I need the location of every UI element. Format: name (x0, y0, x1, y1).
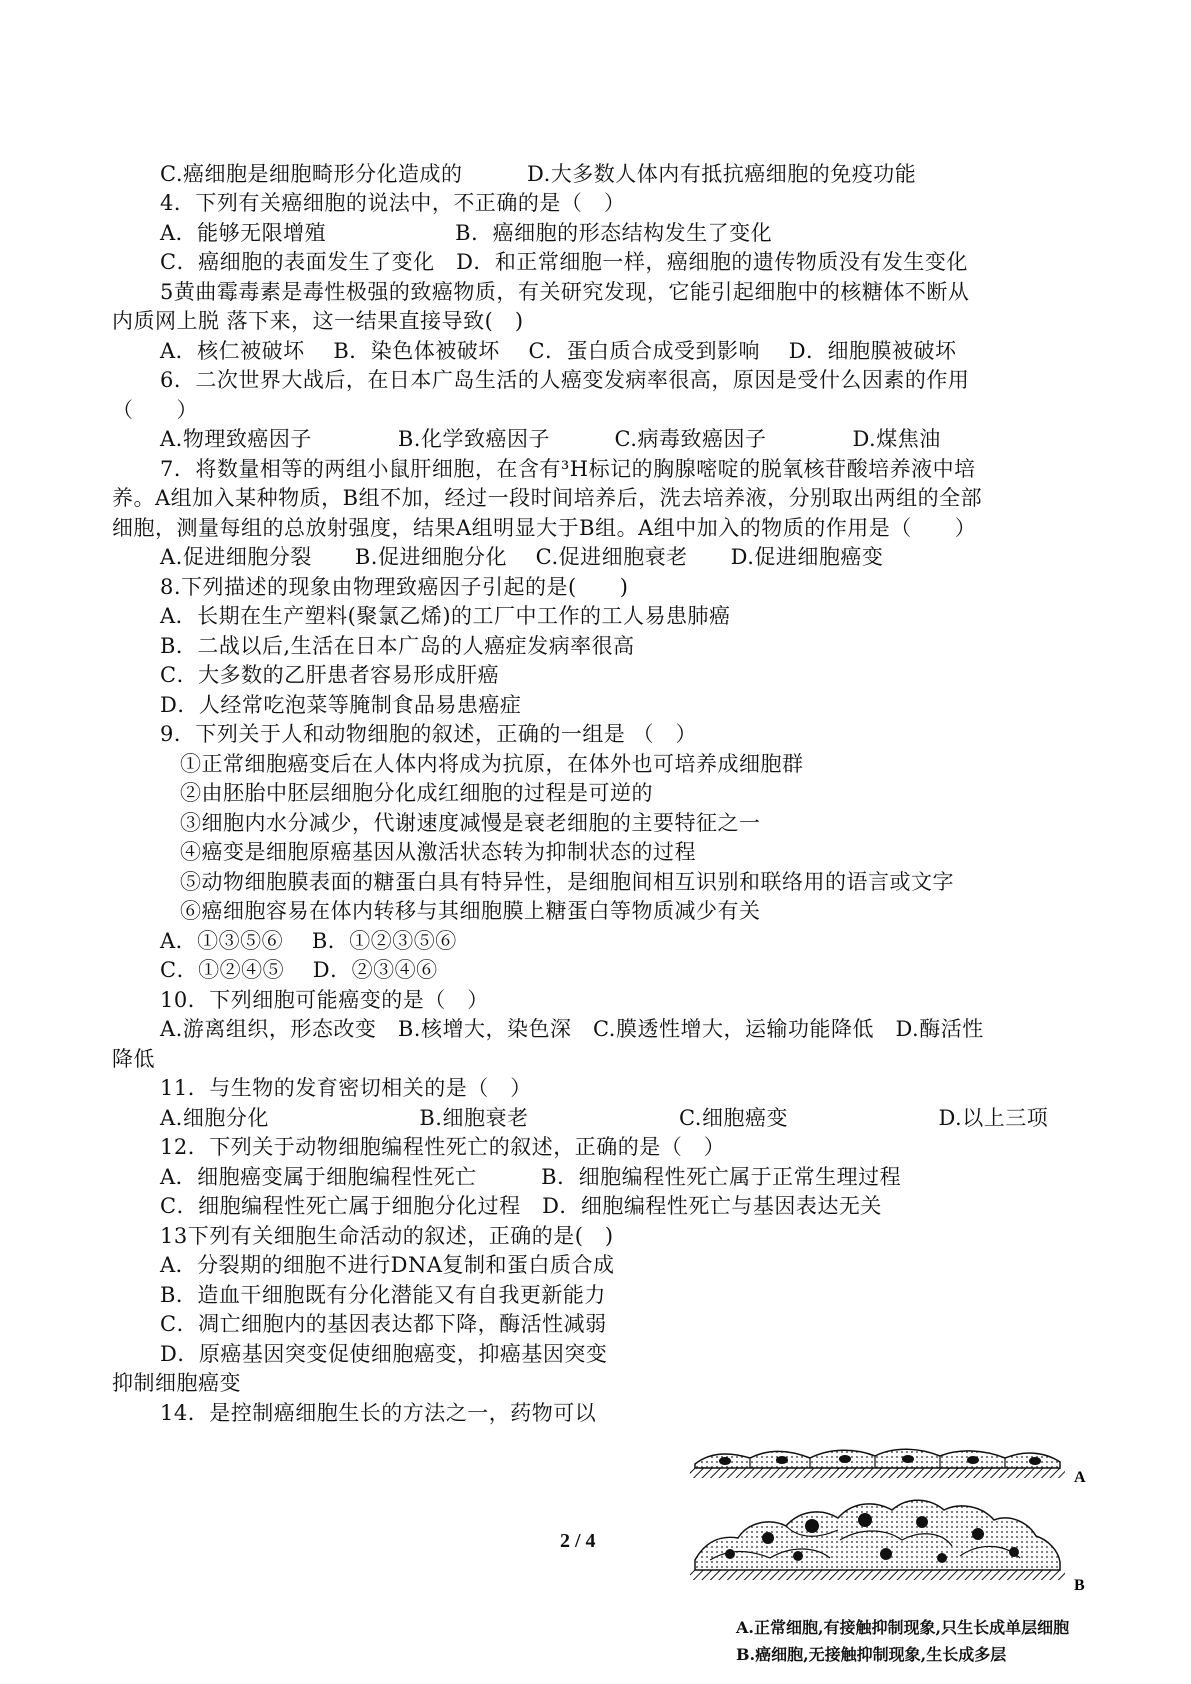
question-4-options-ab: A．能够无限增殖 B．癌细胞的形态结构发生了变化 (160, 221, 773, 245)
question-10-options: A.游离组织，形态改变 B.核增大，染色深 C.膜透性增大，运输功能降低 D.酶活性 (160, 1017, 984, 1041)
figure-label-b: B (1074, 1577, 1085, 1594)
question-7-stem-cont1: 养。A组加入某种物质，B组不加，经过一段时间培养后，洗去培养液，分别取出两组的全部 (112, 486, 983, 510)
question-9-item-1: ①正常细胞癌变后在人体内将成为抗原，在体外也可培养成细胞群 (180, 752, 804, 776)
question-13-option-c: C．凋亡细胞内的基因表达都下降，酶活性减弱 (160, 1312, 607, 1336)
question-13-option-d: D．原癌基因突变促使细胞癌变，抑癌基因突变 (160, 1342, 608, 1366)
figure-caption-b: B.癌细胞,无接触抑制现象,生长成多层 (736, 1645, 1007, 1664)
option-line-3cd: C.癌细胞是细胞畸形分化造成的 D.大多数人体内有抵抗癌细胞的免疫功能 (160, 162, 917, 186)
question-9-item-4: ④癌变是细胞原癌基因从激活状态转为抑制状态的过程 (180, 840, 696, 864)
question-6-bracket: （ ） (112, 398, 198, 422)
question-14-stem: 14．是控制癌细胞生长的方法之一，药物可以 (160, 1401, 597, 1425)
normal-cell-layer (695, 1449, 1060, 1468)
cancer-cell-mass (695, 1500, 1060, 1570)
question-9-item-6: ⑥癌细胞容易在体内转移与其细胞膜上糖蛋白等物质减少有关 (180, 899, 761, 923)
question-10-stem: 10．下列细胞可能癌变的是（ ） (160, 988, 489, 1012)
question-9-options-cd: C．①②④⑤ D．②③④⑥ (160, 958, 438, 982)
question-8-option-b: B．二战以后,生活在日本广岛的人癌症发病率很高 (160, 634, 635, 658)
question-13-option-a: A．分裂期的细胞不进行DNA复制和蛋白质合成 (160, 1253, 615, 1277)
page-number: 2 / 4 (560, 1530, 596, 1552)
question-12-options-ab: A．细胞癌变属于细胞编程性死亡 B．细胞编程性死亡属于正常生理过程 (160, 1165, 902, 1189)
question-5-options: A．核仁被破坏 B．染色体被破坏 C．蛋白质合成受到影响 D．细胞膜被破坏 (160, 339, 957, 363)
question-11-stem: 11．与生物的发育密切相关的是（ ） (160, 1076, 532, 1100)
question-7-stem-cont2: 细胞，测量每组的总放射强度，结果A组明显大于B组。A组中加入的物质的作用是（ ） (112, 516, 977, 540)
question-8-option-d: D．人经常吃泡菜等腌制食品易患癌症 (160, 693, 522, 717)
substrate-b (690, 1570, 1065, 1580)
question-12-options-cd: C．细胞编程性死亡属于细胞分化过程 D．细胞编程性死亡与基因表达无关 (160, 1194, 882, 1218)
question-8-option-a: A．长期在生产塑料(聚氯乙烯)的工厂中工作的工人易患肺癌 (160, 604, 731, 628)
question-11-options: A.细胞分化 B.细胞衰老 C.细胞癌变 D.以上三项 (160, 1106, 1049, 1130)
question-12-stem: 12．下列关于动物细胞编程性死亡的叙述，正确的是（ ） (160, 1135, 726, 1159)
question-9-item-2: ②由胚胎中胚层细胞分化成红细胞的过程是可逆的 (180, 781, 653, 805)
question-7-stem: 7．将数量相等的两组小鼠肝细胞，在含有³H标记的胸腺嘧啶的脱氧核苷酸培养液中培 (160, 457, 976, 481)
question-13-stem: 13下列有关细胞生命活动的叙述，正确的是( ) (160, 1224, 614, 1248)
question-7-options: A.促进细胞分裂 B.促进细胞分化 C.促进细胞衰老 D.促进细胞癌变 (160, 545, 884, 569)
question-4-stem: 4．下列有关癌细胞的说法中，不正确的是（ ） (160, 191, 626, 215)
question-8-stem: 8.下列描述的现象由物理致癌因子引起的是( ) (160, 575, 629, 599)
question-6-stem: 6．二次世界大战后，在日本广岛生活的人癌变发病率很高，原因是受什么因素的作用 (160, 368, 970, 392)
question-9-item-5: ⑤动物细胞膜表面的糖蛋白具有特异性，是细胞间相互识别和联络用的语言或文字 (180, 870, 954, 894)
question-6-options: A.物理致癌因子 B.化学致癌因子 C.病毒致癌因子 D.煤焦油 (160, 427, 941, 451)
question-8-option-c: C．大多数的乙肝患者容易形成肝癌 (160, 663, 500, 687)
substrate-a (690, 1468, 1065, 1478)
question-13-option-b: B．造血干细胞既有分化潜能又有自我更新能力 (160, 1283, 606, 1307)
figure-label-a: A (1074, 1469, 1086, 1486)
question-9-options-ab: A．①③⑤⑥ B．①②③⑤⑥ (160, 929, 457, 953)
question-4-options-cd: C．癌细胞的表面发生了变化 D．和正常细胞一样，癌细胞的遗传物质没有发生变化 (160, 250, 968, 274)
question-5-stem-cont: 内质网上脱 落下来，这一结果直接导致( ) (112, 309, 524, 333)
question-9-item-3: ③细胞内水分减少，代谢速度减慢是衰老细胞的主要特征之一 (180, 811, 761, 835)
question-9-stem: 9．下列关于人和动物细胞的叙述，正确的一组是 （ ） (160, 722, 698, 746)
question-5-stem: 5黄曲霉毒素是毒性极强的致癌物质，有关研究发现，它能引起细胞中的核糖体不断从 (160, 280, 970, 304)
question-10-options-cont: 降低 (112, 1047, 155, 1071)
figure-caption-a: A.正常细胞,有接触抑制现象,只生长成单层细胞 (736, 1618, 1070, 1637)
question-13-option-d-cont: 抑制细胞癌变 (112, 1371, 241, 1395)
